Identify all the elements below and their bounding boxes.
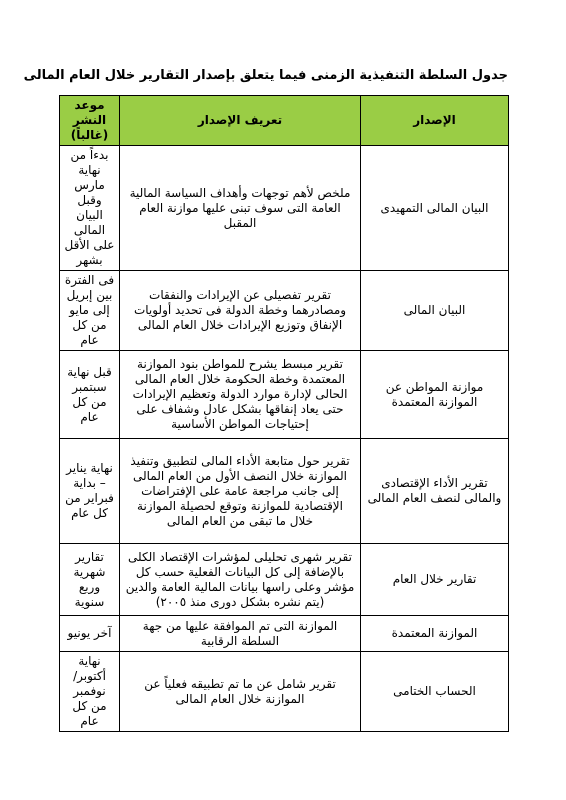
definition-cell: ملخص لأهم توجهات وأهداف السياسة المالية العامة التى سوف تبنى عليها موازنة العام المقبل bbox=[120, 146, 361, 271]
table-row bbox=[60, 652, 509, 732]
date-cell: فى الفترة بين إبريل إلى مايو من كل عام bbox=[60, 271, 120, 351]
header-definition: تعريف الإصدار bbox=[120, 96, 361, 146]
table-row bbox=[60, 351, 509, 439]
table-row bbox=[60, 439, 509, 544]
table-row bbox=[60, 146, 509, 271]
issuance-cell: تقارير خلال العام bbox=[361, 544, 509, 616]
issuance-cell: الموازنة المعتمدة bbox=[361, 616, 509, 652]
header-date: موعد النشر (غالباً) bbox=[60, 96, 120, 146]
date-cell: تقارير شهرية وربع سنوية bbox=[60, 544, 120, 616]
publication-schedule-table bbox=[59, 95, 509, 732]
issuance-cell: البيان المالى التمهيدى bbox=[361, 146, 509, 271]
header-issuance: الإصدار bbox=[361, 96, 509, 146]
definition-cell: تقرير مبسط يشرح للمواطن بنود الموازنة المعتمدة وخطة الحكومة خلال العام المالى الحالى لإدارة موارد الدولة وتعظيم الإيرادات حتى يعاد إنفاقها بشكل عادل وشفاف على إحتياجات المواطن الأساسية bbox=[120, 351, 361, 439]
document-title: جدول السلطة التنفيذية الزمنى فيما يتعلق بإصدار التقارير خلال العام المالى bbox=[23, 68, 508, 83]
date-cell: قبل نهاية سبتمبر من كل عام bbox=[60, 351, 120, 439]
table-row bbox=[60, 616, 509, 652]
date-cell: بدءاً من نهاية مارس وقبل البيان المالى على الأقل بشهر bbox=[60, 146, 120, 271]
table-row bbox=[60, 271, 509, 351]
date-cell: آخر يونيو bbox=[60, 616, 120, 652]
issuance-cell: البيان المالى bbox=[361, 271, 509, 351]
definition-cell: تقرير حول متابعة الأداء المالى لتطبيق وتنفيذ الموازنة خلال النصف الأول من العام المالى إلى جانب مراجعة عامة على الإفتراضات الإقتصادية للموازنة وتوقع لحصيلة الموازنة خلال ما تبقى من العام المالى bbox=[120, 439, 361, 544]
issuance-cell: الحساب الختامى bbox=[361, 652, 509, 732]
table-header-row bbox=[60, 96, 509, 146]
date-cell: نهاية أكتوبر/ نوفمبر من كل عام bbox=[60, 652, 120, 732]
issuance-cell: تقرير الأداء الإقتصادى والمالى لنصف العام المالى bbox=[361, 439, 509, 544]
definition-cell: تقرير شامل عن ما تم تطبيقه فعلياً عن الموازنة خلال العام المالى bbox=[120, 652, 361, 732]
definition-cell: تقرير تفصيلى عن الإيرادات والنفقات ومصادرهما وخطة الدولة فى تحديد أولويات الإنفاق وتوزيع الإيرادات خلال العام المالى bbox=[120, 271, 361, 351]
issuance-cell: موازنة المواطن عن الموازنة المعتمدة bbox=[361, 351, 509, 439]
definition-cell: تقرير شهرى تحليلى لمؤشرات الإقتصاد الكلى بالإضافة إلى كل البيانات الفعلية حسب كل مؤشر وعلى راسها بيانات المالية العامة والدين (يتم نشره بشكل دورى منذ ٢٠٠٥) bbox=[120, 544, 361, 616]
table-row bbox=[60, 544, 509, 616]
date-cell: نهاية يناير – بداية فبراير من كل عام bbox=[60, 439, 120, 544]
definition-cell: الموازنة التى تم الموافقة عليها من جهة السلطة الرقابية bbox=[120, 616, 361, 652]
